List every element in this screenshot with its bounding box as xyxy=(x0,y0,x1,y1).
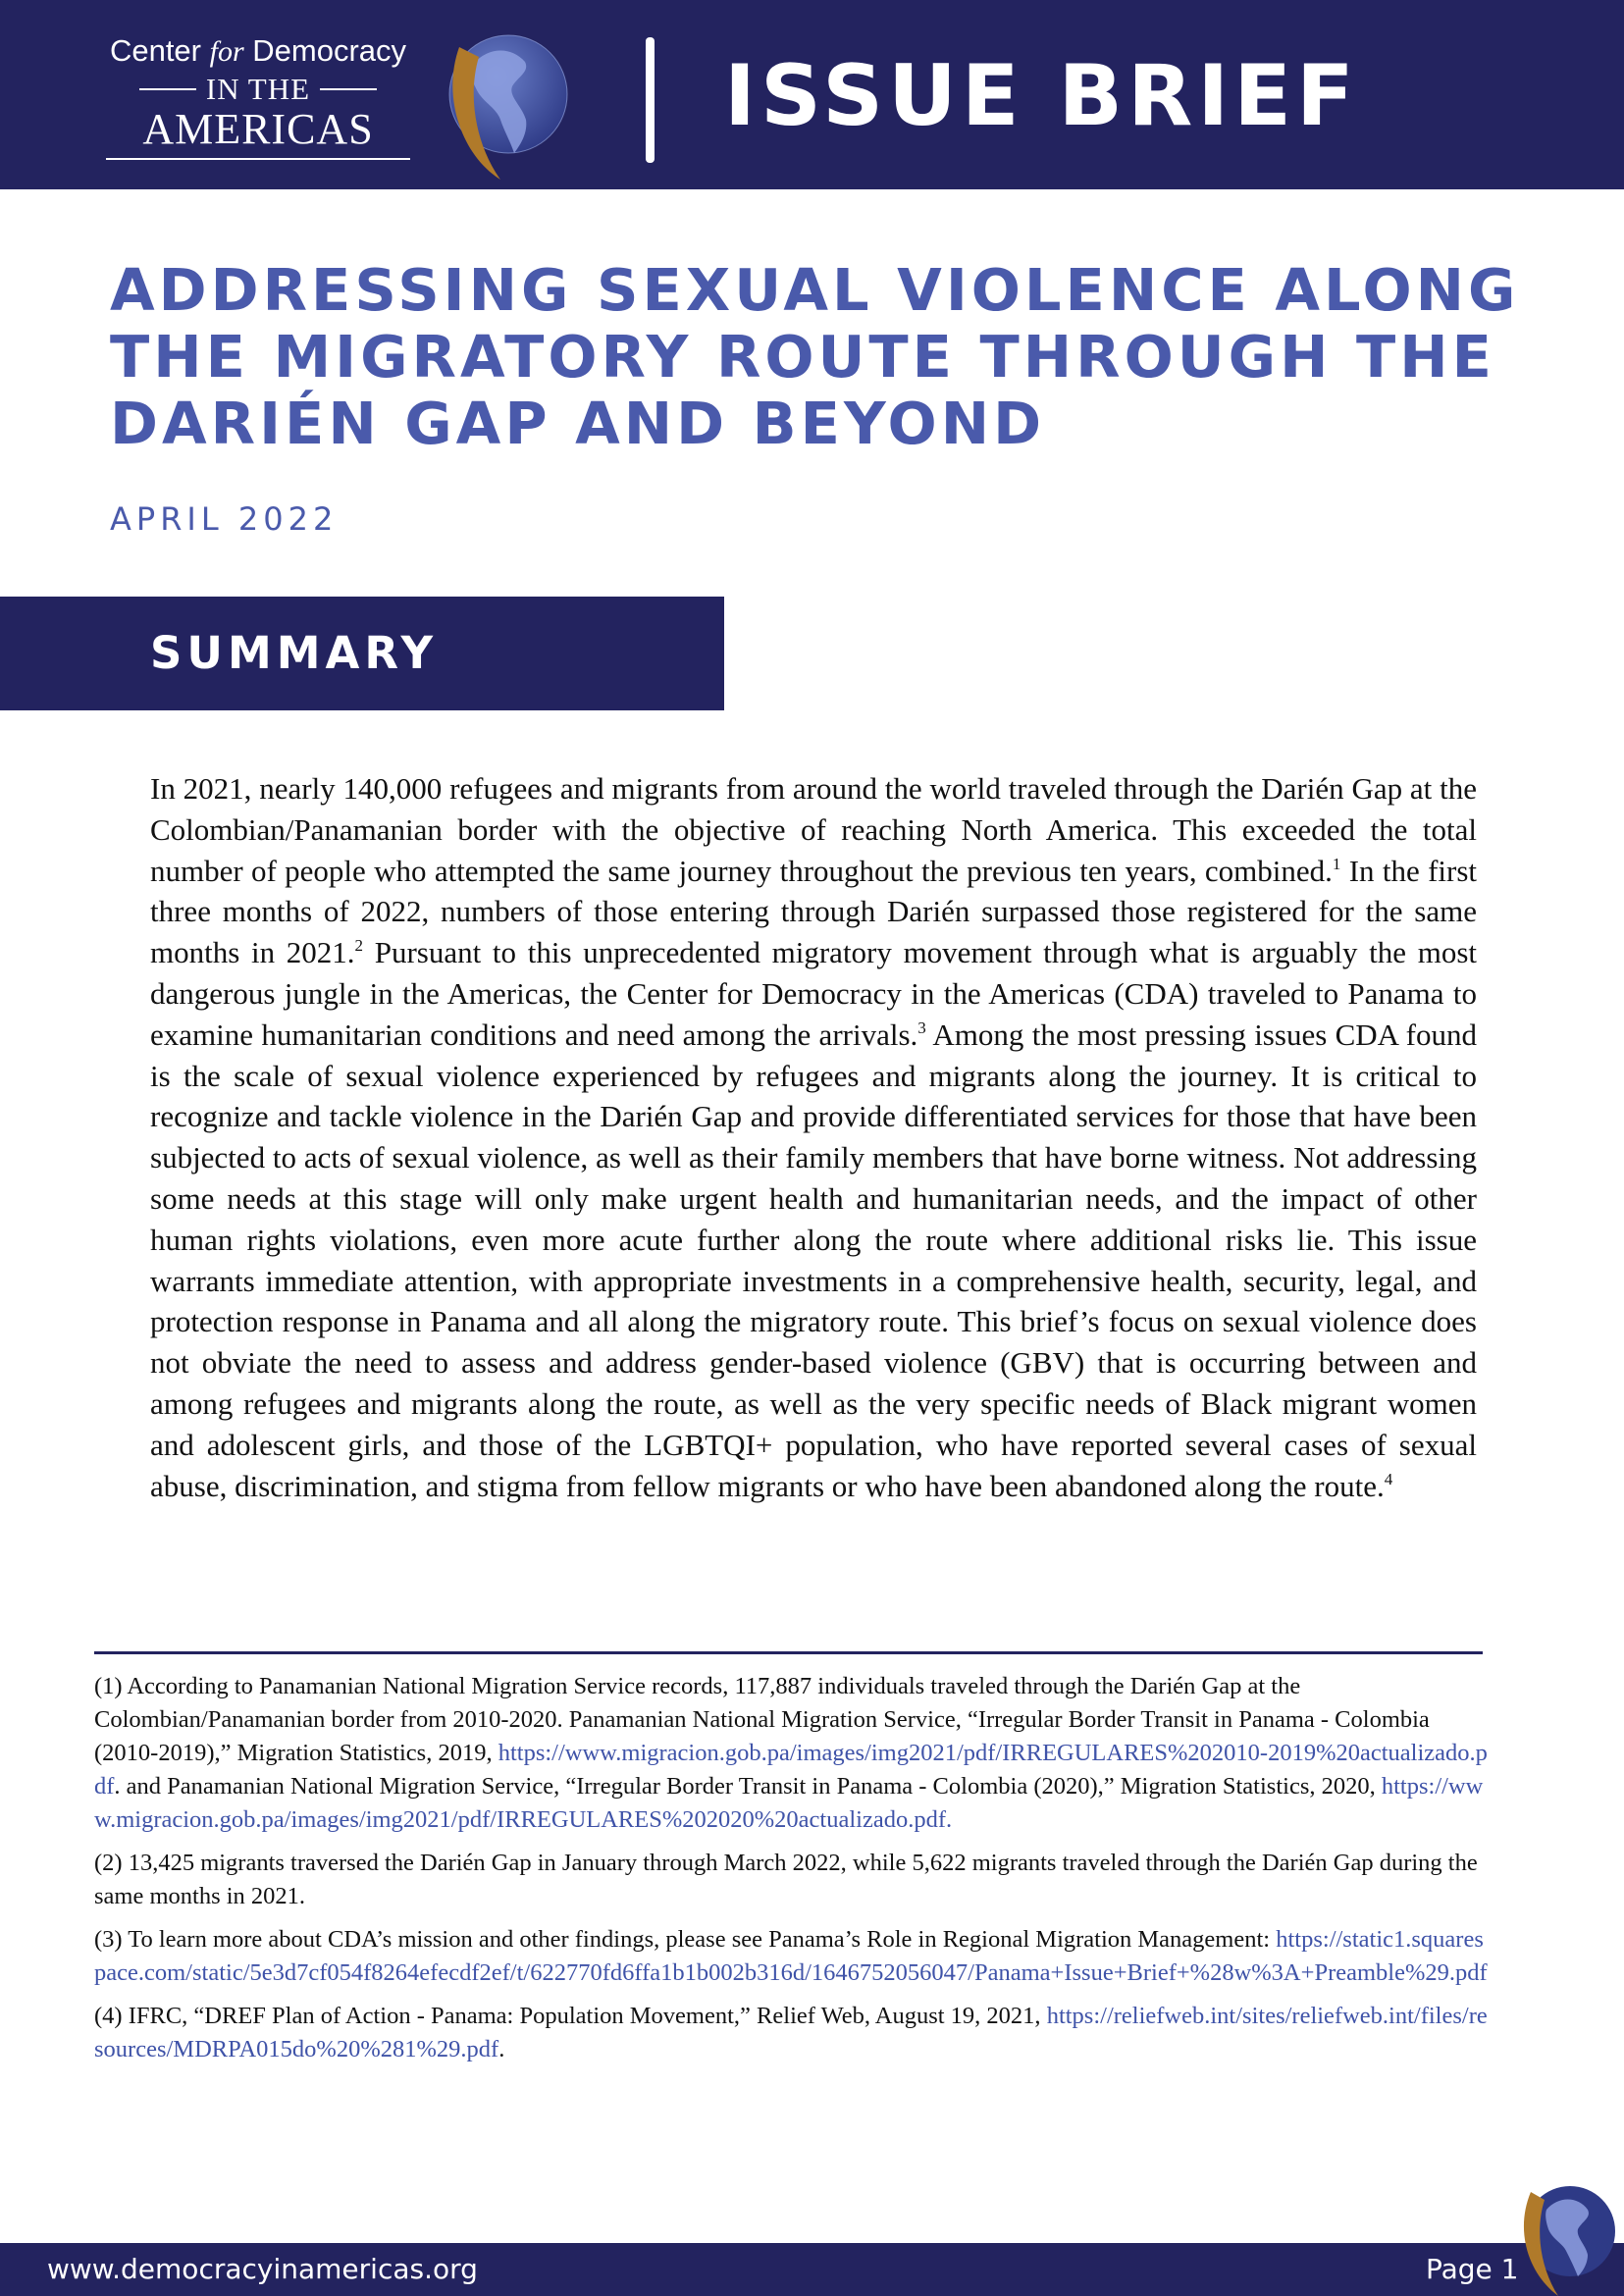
title-line-2: THE MIGRATORY ROUTE THROUGH THE xyxy=(110,323,1495,391)
footnote-ref-1[interactable]: 1 xyxy=(1332,854,1341,873)
footer-website-link[interactable]: www.democracyinamericas.org xyxy=(47,2253,478,2285)
header-banner xyxy=(0,0,1624,189)
title-line-1: ADDRESSING SEXUAL VIOLENCE ALONG xyxy=(110,256,1520,324)
footnote-ref-2[interactable]: 2 xyxy=(354,936,364,956)
footnote-4: (4) IFRC, “DREF Plan of Action - Panama: Population Movement,” Relief Web, August 19, 2021, https://reliefweb.int/sites/reliefweb.int/files/resources/MDRPA015do%20%281%29.pdf. xyxy=(94,2003,1488,2062)
logo-line2: IN THE xyxy=(106,72,410,107)
page-number: Page 1 xyxy=(1426,2253,1519,2285)
footnote-divider xyxy=(94,1651,1483,1654)
footnote-1-link-1[interactable]: https://www.migracion.gob.pa/images/img2021/pdf/IRREGULARES%202010-2019%20actualizado.pdf xyxy=(94,1740,1488,1800)
summary-heading-band xyxy=(0,597,724,710)
header-divider xyxy=(646,37,655,163)
footnotes xyxy=(94,1670,1488,2076)
logo-line1: Center for Democracy xyxy=(109,33,407,68)
footnote-1: (1) According to Panamanian National Migration Service records, 117,887 individuals traveled through the Darién Gap at the Colombian/Panamanian border from 2010-2020. Panamanian National Migration Service, “Irregular Border Transit in Panama - Colombia (2010-2019),” Migration Statistics, 2019, https://www.migracion.gob.pa/images/img2021/pdf/IRREGULARES%202010-2019%20actualizado.pdf. and Panamanian National Migration Service, “Irregular Border Transit in Panama - Colombia (2020),” Migration Statistics, 2020, https://www.migracion.gob.pa/images/img2021/pdf/IRREGULARES%202020%20actualizado.pdf. xyxy=(94,1673,1488,1833)
footnote-3-link[interactable]: https://static1.squarespace.com/static/5e3d7cf054f8264efecdf2ef/t/622770fd6ffa1b1b002b316d/1646752056047/Panama+Issue+Brief+%28w%3A+Preamble%29.pdf xyxy=(94,1926,1488,1986)
page-title xyxy=(110,257,1562,457)
title-line-3: DARIÉN GAP AND BEYOND xyxy=(110,390,1046,457)
logo-rule-right xyxy=(320,88,377,90)
footnote-4-link[interactable]: https://reliefweb.int/sites/reliefweb.int/files/resources/MDRPA015do%20%281%29.pdf xyxy=(94,2003,1488,2062)
footnote-2: (2) 13,425 migrants traversed the Darién Gap in January through March 2022, while 5,622 migrants traveled through the Darién Gap during the same months in 2021. xyxy=(94,1850,1478,1909)
footnote-3: (3) To learn more about CDA’s mission and other findings, please see Panama’s Role in Regional Migration Management: https://static1.squarespace.com/static/5e3d7cf054f8264efecdf2ef/t/622770fd6ffa1b1b002b316d/1646752056047/Panama+Issue+Brief+%28w%3A+Preamble%29.pdf xyxy=(94,1926,1488,1986)
footnote-ref-4[interactable]: 4 xyxy=(1384,1469,1393,1488)
publication-date: APRIL 2022 xyxy=(110,500,339,538)
logo-rule-left xyxy=(139,88,196,90)
issue-brief-label: ISSUE BRIEF xyxy=(724,47,1359,145)
footnote-1-link-2[interactable]: https://www.migracion.gob.pa/images/img2021/pdf/IRREGULARES%202020%20actualizado.pdf. xyxy=(94,1773,1484,1833)
footer-globe-icon xyxy=(1501,2170,1619,2296)
footnote-ref-3[interactable]: 3 xyxy=(917,1018,926,1037)
summary-paragraph: In 2021, nearly 140,000 refugees and migrants from around the world traveled through the Darién Gap at the Colombian/Panamanian border with the objective of reaching North America. This exceeded the total number of people who attempted the same journey throughout the previous ten years, combined.$^1$ In the first three months of 2022, numbers of those entering through Darién surpassed those registered for the same months in 2021.$^2$ Pursuant to this unprecedented migratory movement through what is arguably the most dangerous jungle in the Americas, the Center for Democracy in the Americas (CDA) traveled to Panama to examine humanitarian conditions and need among the arrivals.$^3$ Among the most pressing issues CDA found is the scale of sexual violence experienced by refugees and migrants along the journey. It is critical to recognize and tackle violence in the Darién Gap and provide differentiated services for those that have been subjected to acts of sexual violence, as well as their family members that have borne witness. Not addressing some needs at this stage will only make urgent health and humanitarian needs, and the impact of other human rights violations, even more acute further along the route where additional risks lie. This issue warrants immediate attention, with appropriate investments in a comprehensive health, security, legal, and protection response in Panama and all along the migratory route. This brief’s focus on sexual violence does not obviate the need to assess and address gender-based violence (GBV) that is occurring between and among refugees and migrants along the route, as well as the very specific needs of Black migrant women and adolescent girls, and those of the LGBTQI+ population, who have reported several cases of sexual abuse, discrimination, and stigma from fellow migrants or who have been abandoned along the route.$^4$ xyxy=(150,771,1478,1503)
footer-bar xyxy=(0,2243,1624,2296)
globe-icon xyxy=(432,18,569,184)
cda-logo[interactable] xyxy=(106,31,410,159)
summary-heading: SUMMARY xyxy=(150,627,439,679)
logo-line3: AMERICAS xyxy=(106,107,410,160)
